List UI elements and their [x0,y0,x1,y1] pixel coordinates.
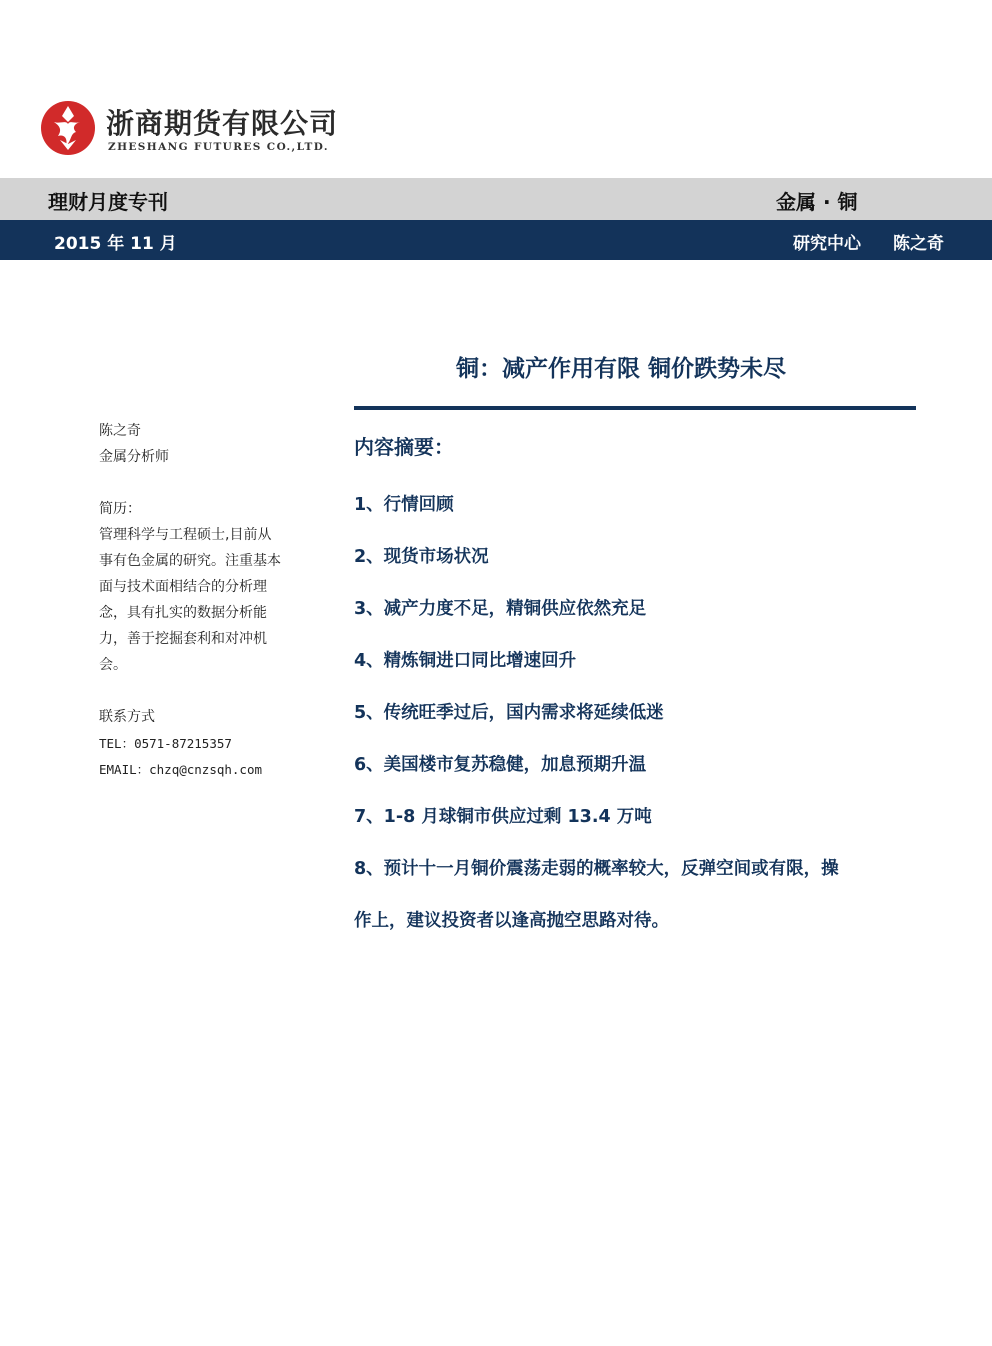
summary-point: 2、现货市场状况 [354,547,489,567]
title-divider [354,406,916,410]
report-title: 铜：减产作用有限 铜价跌势未尽 [456,356,787,382]
report-date: 2015 年 11 月 [54,234,177,254]
summary-point: 5、传统旺季过后，国内需求将延续低迷 [354,703,664,723]
resume-line: 面与技术面相结合的分析理 [99,579,267,595]
resume-label: 简历： [99,501,141,517]
analyst-name: 陈之奇 [99,423,141,439]
author-label: 陈之奇 [893,234,944,254]
summary-heading: 内容摘要： [354,435,454,459]
contact-label: 联系方式 [99,709,155,725]
series-band [0,178,992,220]
summary-point: 作上，建议投资者以逢高抛空思路对待。 [354,911,669,931]
summary-point: 8、预计十一月铜价震荡走弱的概率较大，反弹空间或有限，操 [354,859,839,879]
date-band [0,220,992,260]
resume-line: 力，善于挖掘套利和对冲机 [99,631,267,647]
summary-point: 4、精炼铜进口同比增速回升 [354,651,577,671]
summary-point: 1、行情回顾 [354,495,454,515]
summary-point: 7、1-8 月球铜市供应过剩 13.4 万吨 [354,807,652,827]
resume-line: 事有色金属的研究。注重基本 [99,553,281,569]
category-label: 金属 · 铜 [776,190,858,214]
contact-email[interactable]: EMAIL：chzq@cnzsqh.com [99,762,263,777]
company-name-en: ZHESHANG FUTURES CO.,LTD. [108,141,329,153]
zheshang-logo-icon [40,100,96,156]
resume-line: 念，具有扎实的数据分析能 [99,605,267,621]
resume-line: 管理科学与工程硕士,目前从 [99,527,272,543]
series-title: 理财月度专刊 [48,190,168,214]
company-name-cn: 浙商期货有限公司 [106,107,339,140]
analyst-role: 金属分析师 [99,449,169,465]
department-label: 研究中心 [793,234,861,254]
summary-point: 6、美国楼市复苏稳健，加息预期升温 [354,755,647,775]
summary-point: 3、减产力度不足，精铜供应依然充足 [354,599,647,619]
contact-tel: TEL：0571-87215357 [99,736,232,751]
resume-line: 会。 [99,657,127,673]
